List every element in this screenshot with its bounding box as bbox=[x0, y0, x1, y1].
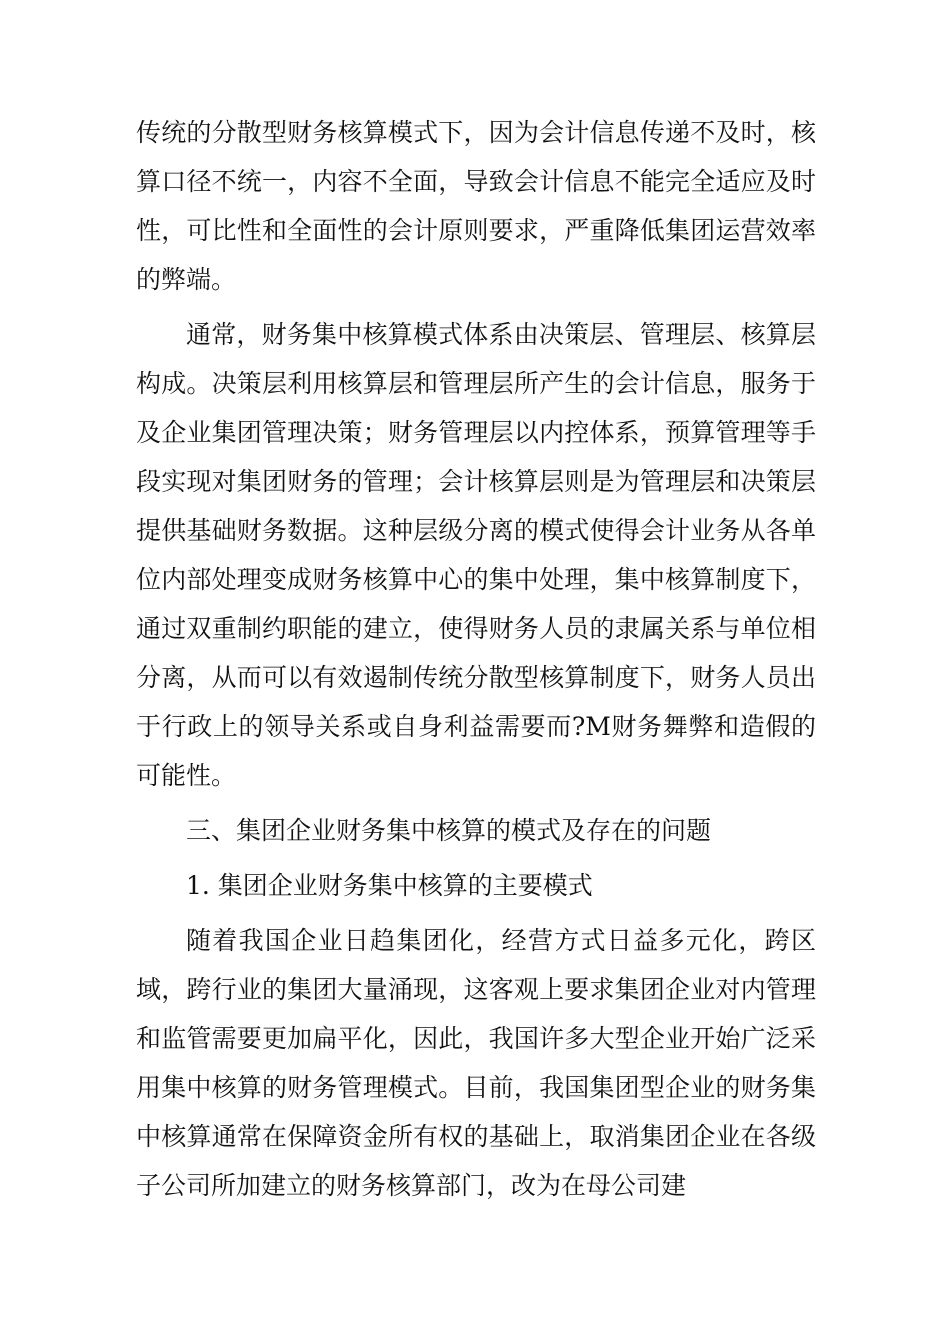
section-heading: 三、集团企业财务集中核算的模式及存在的问题 bbox=[186, 816, 712, 845]
document-body bbox=[136, 108, 816, 1210]
paragraph-continuation: 传统的分散型财务核算模式下，因为会计信息传递不及时，核算口径不统一，内容不全面，导致会计信息不能完全适应及时性，可比性和全面性的会计原则要求，严重降低集团运营效率的弊端。 bbox=[136, 118, 816, 294]
paragraph-financial-layers: 通常，财务集中核算模式体系由决策层、管理层、核算层构成。决策层利用核算层和管理层所产生的会计信息，服务于及企业集团管理决策；财务管理层以内控体系，预算管理等手段实现对集团财务的管理；会计核算层则是为管理层和决策层提供基础财务数据。这种层级分离的模式使得会计业务从各单位内部处理变成财务核算中心的集中处理，集中核算制度下，通过双重制约职能的建立，使得财务人员的隶属关系与单位相分离，从而可以有效遏制传统分散型核算制度下，财务人员出于行政上的领导关系或自身利益需要而?M财务舞弊和造假的可能性。 bbox=[136, 320, 816, 790]
paragraph-main-models: 随着我国企业日趋集团化，经营方式日益多元化，跨区域，跨行业的集团大量涌现，这客观上要求集团企业对内管理和监管需要更加扁平化，因此，我国许多大型企业开始广泛采用集中核算的财务管理模式。目前，我国集团型企业的财务集中核算通常在保障资金所有权的基础上，取消集团企业在各级子公司所加建立的财务核算部门，改为在母公司建 bbox=[136, 926, 816, 1200]
subsection-heading: 1. 集团企业财务集中核算的主要模式 bbox=[186, 871, 593, 900]
